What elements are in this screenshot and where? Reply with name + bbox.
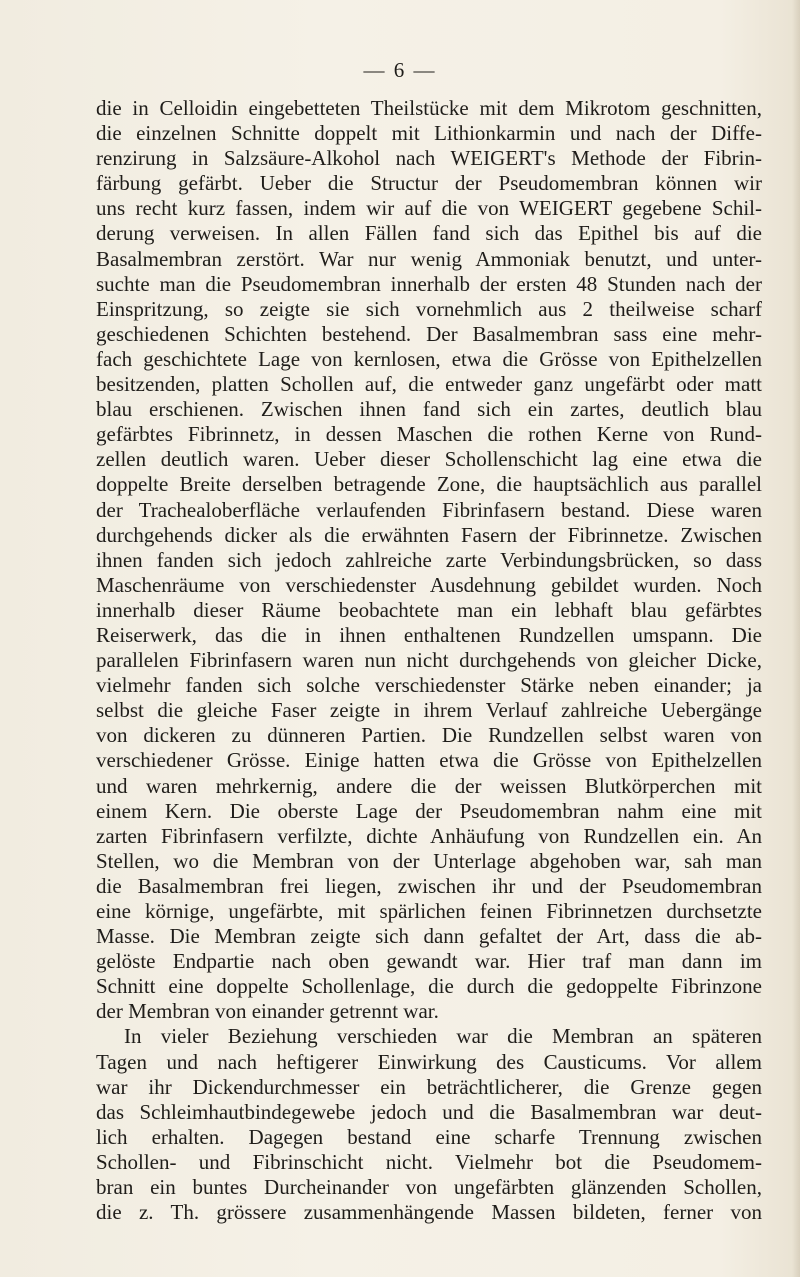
text-line: derung verweisen. In allen Fällen fand sich das Epithel bis auf die [96, 221, 762, 246]
text-line: gefärbtes Fibrinnetz, in dessen Maschen die rothen Kerne von Rund- [96, 422, 762, 447]
text-line: Basalmembran zerstört. War nur wenig Ammoniak benutzt, und unter- [96, 246, 762, 271]
text-line: innerhalb dieser Räume beobachtete man ein lebhaft blau gefärbtes [96, 597, 762, 622]
text-line: fach geschichtete Lage von kernlosen, etwa die Grösse von Epithelzellen [96, 346, 762, 371]
text-line: renzirung in Salzsäure-Alkohol nach WEIGERT's Methode der Fibrin- [96, 146, 762, 171]
text-line: Schollen- und Fibrinschicht nicht. Vielmehr bot die Pseudomem- [96, 1149, 762, 1174]
text-line: uns recht kurz fassen, indem wir auf die von WEIGERT gegebene Schil- [96, 196, 762, 221]
text-line: durchgehends dicker als die erwähnten Fasern der Fibrinnetze. Zwischen [96, 522, 762, 547]
text-line: und waren mehrkernig, andere die der weissen Blutkörperchen mit [96, 773, 762, 798]
text-line: die z. Th. grössere zusammenhängende Massen bildeten, ferner von [96, 1200, 762, 1225]
text-line: eine körnige, ungefärbte, mit spärlichen feinen Fibrinnetzen durchsetzte [96, 899, 762, 923]
text-line: Maschenräume von verschiedenster Ausdehnung gebildet wurden. Noch [96, 572, 762, 597]
text-line: zellen deutlich waren. Ueber dieser Schollenschicht lag eine etwa die [96, 447, 762, 472]
text-line: selbst die gleiche Faser zeigte in ihrem Verlauf zahlreiche Uebergänge [96, 698, 762, 723]
text-line: suchte man die Pseudomembran innerhalb der ersten 48 Stunden nach der [96, 271, 762, 296]
text-line: gelöste Endpartie nach oben gewandt war. Hier traf man dann im [96, 949, 762, 974]
text-line: zarten Fibrinfasern verfilzte, dichte Anhäufung von Rundzellen ein. An [96, 823, 762, 848]
text-line: geschiedenen Schichten bestehend. Der Basalmembran sass eine mehr- [96, 321, 762, 346]
text-line: Masse. Die Membran zeigte sich dann gefaltet der Art, dass die ab- [96, 924, 762, 949]
text-line: die einzelnen Schnitte doppelt mit Lithionkarmin und nach der Diffe- [96, 121, 762, 146]
text-line: doppelte Breite derselben betragende Zone, die hauptsächlich aus parallel [96, 472, 762, 497]
text-line: Tagen und nach heftigerer Einwirkung des Causticums. Vor allem [96, 1049, 762, 1074]
text-line: Schnitt eine doppelte Schollenlage, die durch die gedoppelte Fibrinzone [96, 974, 762, 999]
text-line: lich erhalten. Dagegen bestand eine scharfe Trennung zwischen [96, 1124, 762, 1149]
page-edge-shadow [792, 0, 800, 1277]
text-line: einem Kern. Die oberste Lage der Pseudomembran nahm eine mit [96, 798, 762, 823]
text-line: Reiserwerk, das die in ihnen enthaltenen Rundzellen umspann. Die [96, 622, 762, 647]
paragraph-first-line: In vieler Beziehung verschieden war die Membran an späteren [124, 1024, 762, 1049]
text-line: war ihr Dickendurchmesser ein beträchtlicherer, die Grenze gegen [96, 1074, 762, 1099]
page-number: — 6 — [363, 58, 437, 82]
text-line: von dickeren zu dünneren Partien. Die Rundzellen selbst waren von [96, 723, 762, 748]
text-line: das Schleimhautbindegewebe jedoch und die Basalmembran war deut- [96, 1099, 762, 1124]
text-line: die in Celloidin eingebetteten Theilstücke mit dem Mikrotom geschnitten, [96, 96, 762, 120]
paragraph-last-line: der Membran von einander getrennt war. [96, 999, 439, 1024]
text-line: bran ein buntes Durcheinander von ungefärbten glänzenden Schollen, [96, 1175, 762, 1200]
text-line: vielmehr fanden sich solche verschiedenster Stärke neben einander; ja [96, 673, 762, 698]
body-text [96, 96, 762, 1225]
text-line: ihnen fanden sich jedoch zahlreiche zarte Verbindungsbrücken, so dass [96, 547, 762, 572]
text-line: Einspritzung, so zeigte sie sich vornehmlich aus 2 theilweise scharf [96, 296, 762, 321]
text-line: Stellen, wo die Membran von der Unterlage abgehoben war, sah man [96, 848, 762, 873]
text-line: färbung gefärbt. Ueber die Structur der Pseudomembran können wir [96, 171, 762, 196]
text-line: blau erschienen. Zwischen ihnen fand sich ein zartes, deutlich blau [96, 397, 762, 422]
text-line: der Trachealoberfläche verlaufenden Fibrinfasern bestand. Diese waren [96, 497, 762, 522]
text-line: besitzenden, platten Schollen auf, die entweder ganz ungefärbt oder matt [96, 372, 762, 397]
text-line: die Basalmembran frei liegen, zwischen ihr und der Pseudomembran [96, 873, 762, 898]
text-line: verschiedener Grösse. Einige hatten etwa die Grösse von Epithelzellen [96, 748, 762, 773]
text-line: parallelen Fibrinfasern waren nun nicht durchgehends von gleicher Dicke, [96, 648, 762, 673]
